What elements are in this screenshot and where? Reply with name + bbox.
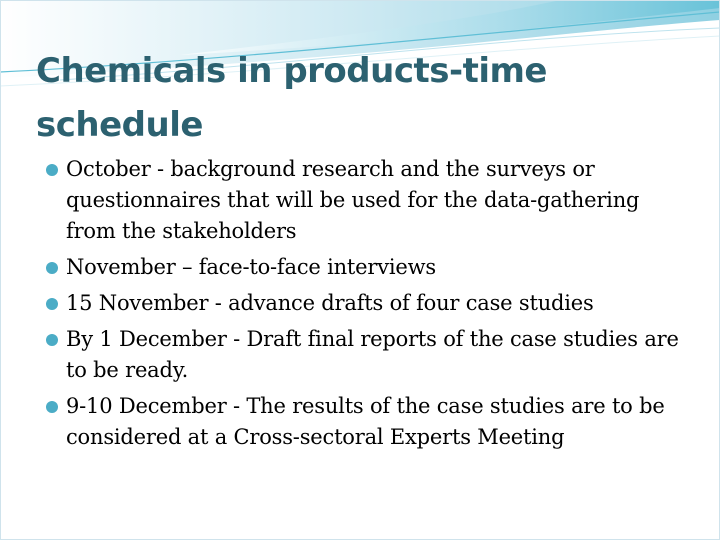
slide-title: Chemicals in products-time schedule	[36, 51, 547, 145]
bullet-item	[44, 288, 694, 319]
bullet-item	[44, 391, 694, 453]
bullet-icon	[46, 401, 58, 413]
bullet-text: October - background research and the surveys or questionnaires that will be used for the data-gathering from the stakeholders	[66, 157, 640, 243]
bullet-icon	[46, 262, 58, 274]
bullet-text: 9-10 December - The results of the case studies are to be considered at a Cross-sectoral Experts Meeting	[66, 394, 665, 449]
bullet-icon	[46, 298, 58, 310]
bullet-text: 15 November - advance drafts of four case studies	[66, 291, 594, 315]
bullet-item	[44, 324, 694, 386]
bullet-item	[44, 154, 694, 247]
bullet-text: November – face-to-face interviews	[66, 255, 437, 279]
bullet-item	[44, 252, 694, 283]
bullet-list	[44, 154, 694, 458]
bullet-icon	[46, 164, 58, 176]
bullet-text: By 1 December - Draft final reports of the case studies are to be ready.	[66, 327, 679, 382]
bullet-icon	[46, 334, 58, 346]
